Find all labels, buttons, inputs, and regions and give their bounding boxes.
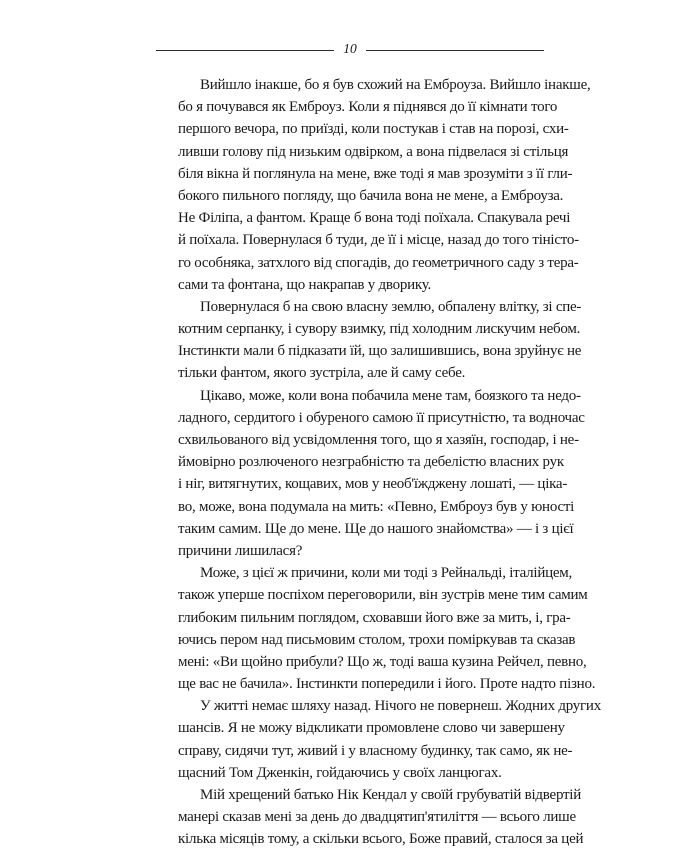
text-line: щасний Том Дженкін, гойдаючись у своїх ланцюгах. <box>178 764 502 781</box>
text-line: і ніг, витягнутих, кощавих, мов у необ'їжджену лошаті, — ціка- <box>178 476 568 493</box>
text-line: ливши голову під низьким одвірком, а вона підвелася зі стільця <box>178 143 569 160</box>
text-line: справу, сидячи тут, живий і у власному будинку, так само, як не- <box>178 742 573 759</box>
text-line: глибоким пильним поглядом, сховавши його вже за мить, і, гра- <box>178 609 571 626</box>
header-rule-right <box>366 50 544 51</box>
page-number: 10 <box>343 41 357 56</box>
text-line: Вийшло інакше, бо я був схожий на Емброуза. Вийшло інакше, <box>200 77 591 93</box>
text-line: го особняка, затхлого від спогадів, до геометричного саду з тера- <box>178 254 579 271</box>
text-line: кілька місяців тому, а скільки всього, Боже правий, сталося за цей <box>178 831 584 848</box>
text-line: схвильованого від усвідомлення того, що я хазяїн, господар, і не- <box>178 432 579 448</box>
paragraph <box>178 695 601 784</box>
text-line: мені: «Ви щойно прибули? Що ж, тоді ваша кузина Рейчел, певно, <box>178 653 587 670</box>
text-line: тільки фантом, якого зустріла, але й саму себе. <box>178 365 466 382</box>
paragraph <box>178 296 582 385</box>
text-line: бокого пильного погляду, що бачила вона не мене, а Емброуза. <box>178 187 564 204</box>
header-rule-left <box>156 50 334 51</box>
text-line: Не Філіпа, а фантом. Краще б вона тоді поїхала. Спакувала речі <box>178 210 571 227</box>
text-line: причини лишилася? <box>178 542 303 559</box>
text-line: Повернулася б на свою власну землю, обпалену влітку, зі спе- <box>200 298 582 315</box>
text-line: Мій хрещений батько Нік Кендал у своїй грубуватій відвертій <box>200 787 582 803</box>
paragraph <box>178 784 584 851</box>
text-line: ймовірно розлюченого незграбністю та дебелістю власних рук <box>178 454 564 471</box>
text-line: во, може, вона подумала на мить: «Певно, Емброуз був у юності <box>178 498 575 515</box>
text-line: Інстинкти мали б підказати їй, що залишившись, вона зруйнує не <box>178 343 582 360</box>
text-line: шансів. Я не можу відкликати промовлене слово чи завершену <box>178 720 565 737</box>
text-line: таким самим. Ще до мене. Ще до нашого знайомства» — і з цієї <box>178 520 574 537</box>
text-line: У житті немає шляху назад. Нічого не повернеш. Жодних других <box>200 698 601 715</box>
text-line: першого вечора, по приїзді, коли постукав і став на порозі, схи- <box>178 121 569 138</box>
text-line: ще вас не бачила». Інстинкти попередили і його. Проте надто пізно. <box>178 676 596 693</box>
text-line: ладного, сердитого і обуреного самою її присутністю, та водночас <box>178 409 585 426</box>
text-line: манері сказав мені за день до двадцятип'ятиліття — всього лише <box>178 809 576 826</box>
text-line: Цікаво, може, коли вона побачила мене там, боязкого та недо- <box>200 387 581 404</box>
body-text <box>178 74 601 851</box>
paragraph <box>178 74 591 296</box>
text-line: ючись пером над письмовим столом, трохи поміркував та сказав <box>178 631 576 648</box>
text-line: сами та фонтана, що накрапав у дворику. <box>178 276 431 293</box>
text-line: також уперше поспіхом переговорили, він зустрів мене тим самим <box>178 587 588 604</box>
text-line: біля вікна й поглянула на мене, вже тоді я мав зрозуміти з її гли- <box>178 165 573 182</box>
text-line: й поїхала. Повернулася б туди, де її і місце, назад до того тіністо- <box>178 232 579 249</box>
text-line: бо я почувався як Емброуз. Коли я піднявся до її кімнати того <box>178 99 558 116</box>
paragraph <box>178 562 596 695</box>
text-line: Може, з цієї ж причини, коли ми тоді з Рейнальді, італійцем, <box>200 565 573 582</box>
text-line: котним серпанку, і сувору взимку, під холодним лискучим небом. <box>178 321 581 338</box>
running-header <box>148 38 549 58</box>
paragraph <box>178 385 585 563</box>
